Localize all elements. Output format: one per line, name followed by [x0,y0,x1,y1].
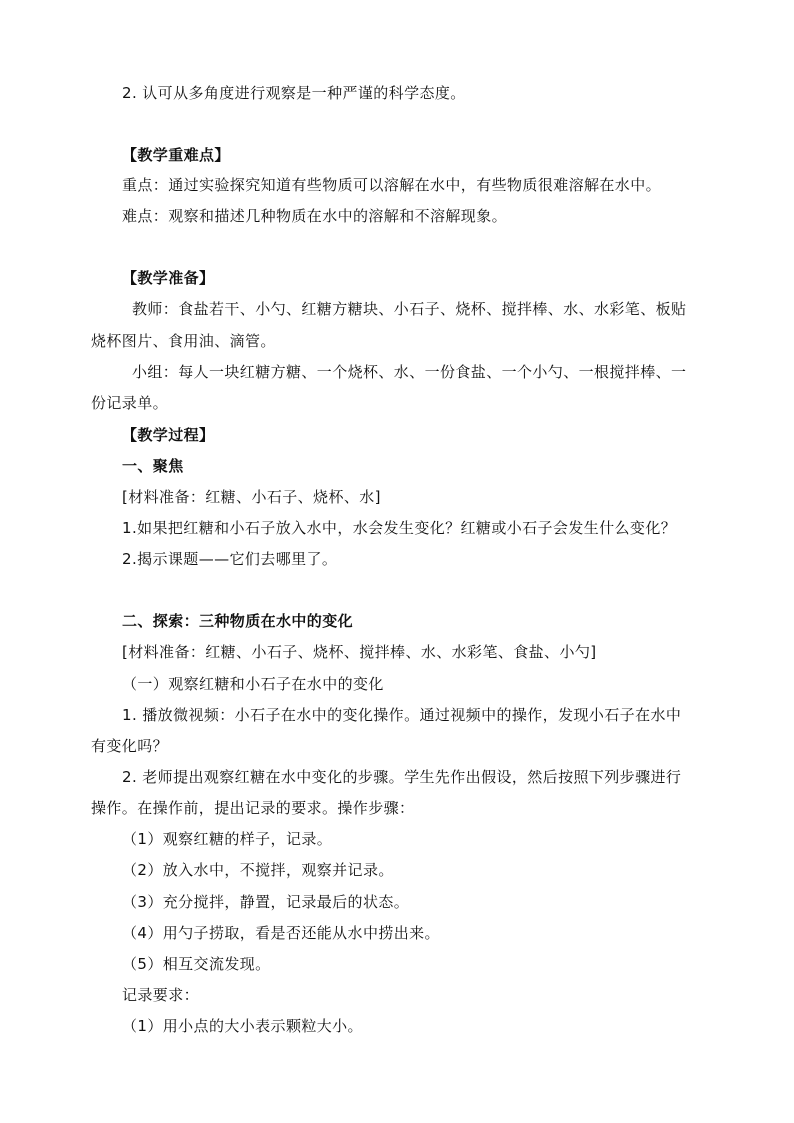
section2-materials: [材料准备：红糖、小石子、烧杯、搅拌棒、水、水彩笔、食盐、小勺] [122,643,597,661]
teacher-materials-line1: 教师：食盐若干、小勺、红糖方糖块、小石子、烧杯、搅拌棒、水、水彩笔、板贴 [132,300,687,318]
section2-item2-line1: 2. 老师提出观察红糖在水中变化的步骤。学生先作出假设，然后按照下列步骤进行 [122,768,682,786]
step-item: （3）充分搅拌，静置，记录最后的状态。 [122,893,410,911]
section2-item1-line2: 有变化吗？ [91,737,169,755]
group-materials-line1: 小组：每人一块红糖方糖、一个烧杯、水、一份食盐、一个小勺、一根搅拌棒、一 [132,363,687,381]
step-item: （4）用勺子捞取，看是否还能从水中捞出来。 [122,924,440,942]
section2-subheading: （一）观察红糖和小石子在水中的变化 [122,675,384,693]
focus-text: 重点：通过实验探究知道有些物质可以溶解在水中，有些物质很难溶解在水中。 [122,176,662,194]
section1-item1: 1.如果把红糖和小石子放入水中，水会发生变化？红糖或小石子会发生什么变化？ [122,519,677,537]
section1-item2: 2.揭示课题——它们去哪里了。 [122,550,338,568]
preparation-heading: 【教学准备】 [122,269,215,287]
step-item: （1）观察红糖的样子，记录。 [122,830,333,848]
group-materials-line2: 份记录单。 [91,394,169,412]
process-heading: 【教学过程】 [122,426,215,444]
section2-title: 二、探索：三种物质在水中的变化 [122,612,354,630]
section1-title: 一、聚焦 [122,457,184,475]
step-item: （2）放入水中，不搅拌，观察并记录。 [122,861,394,879]
teacher-materials-line2: 烧杯图片、食用油、滴管。 [91,332,276,350]
key-points-heading: 【教学重难点】 [122,146,230,164]
section1-materials: [材料准备：红糖、小石子、烧杯、水] [122,488,381,506]
step-item: （5）相互交流发现。 [122,955,271,973]
section2-item1-line1: 1. 播放微视频：小石子在水中的变化操作。通过视频中的操作，发现小石子在水中 [122,706,682,724]
difficulty-text: 难点：观察和描述几种物质在水中的溶解和不溶解现象。 [122,207,508,225]
section2-item2-line2: 操作。在操作前，提出记录的要求。操作步骤： [91,799,415,817]
record-requirements-heading: 记录要求： [122,986,200,1004]
record-requirement-item: （1）用小点的大小表示颗粒大小。 [122,1017,363,1035]
attitude-item: 2. 认可从多角度进行观察是一种严谨的科学态度。 [122,84,466,102]
